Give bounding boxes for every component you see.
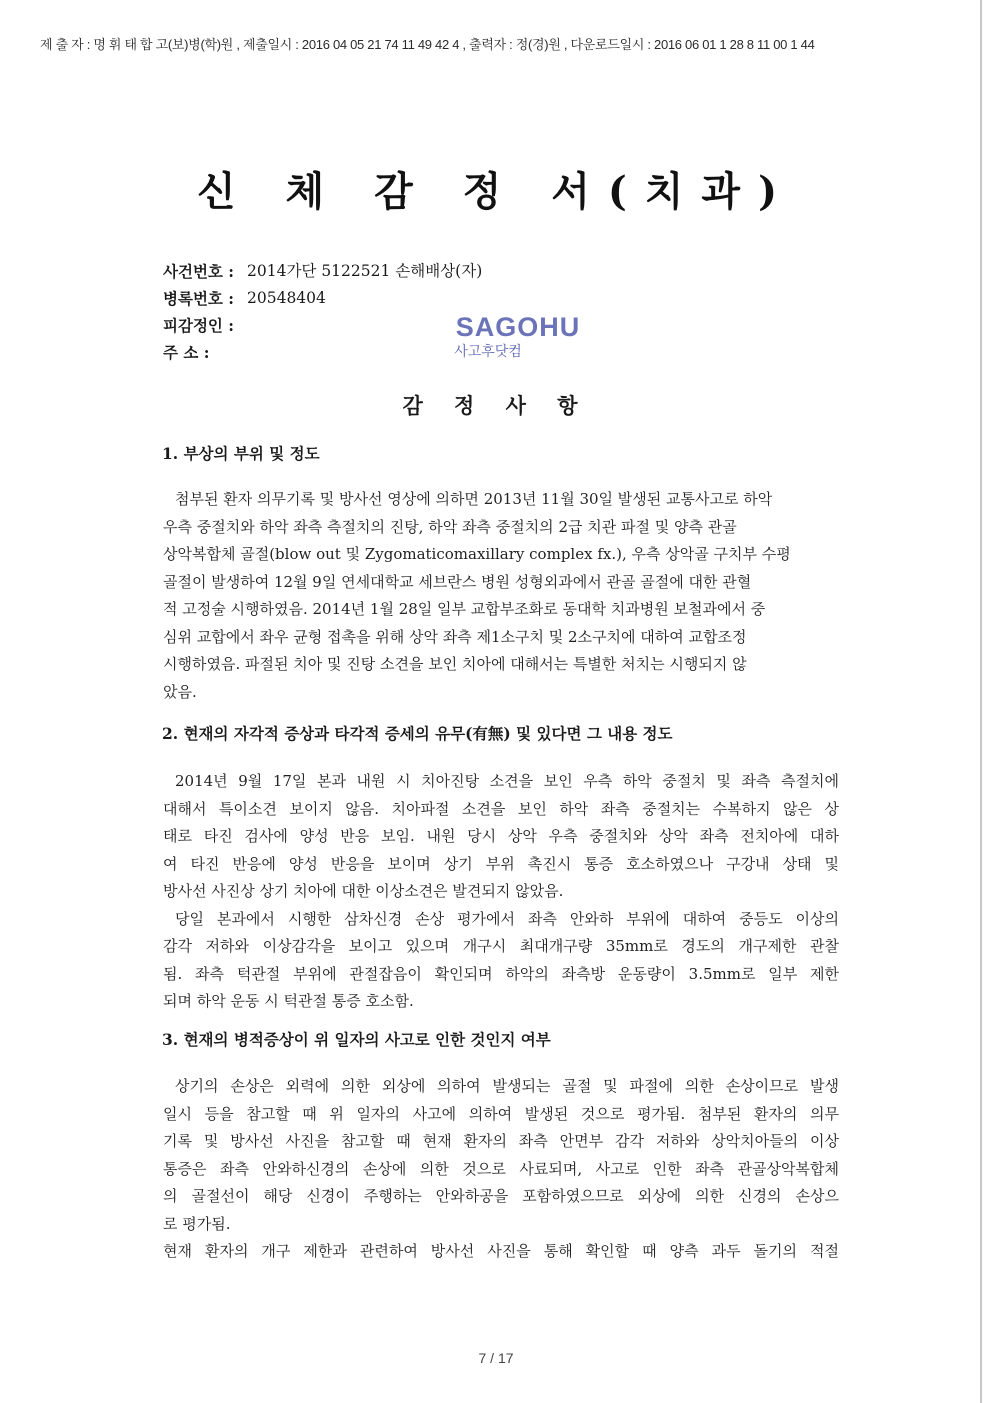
body-line: 당일 본과에서 시행한 삼차신경 손상 평가에서 좌측 안와하 부위에 대하여 중등도 이상의 bbox=[175, 909, 839, 928]
subject-label: 피감정인 : bbox=[163, 316, 235, 335]
body-line: 우측 중절치와 하악 좌측 측절치의 진탕, 하악 좌측 중절치의 2급 치관 파절 및 양측 관골 bbox=[163, 517, 737, 536]
body-line: 여 타진 반응에 양성 반응을 보이며 상기 부위 촉진시 통증 호소하였으나 구강내 상태 및 bbox=[163, 854, 839, 873]
case-number-value: 2014가단 5122521 손해배상(자) bbox=[247, 262, 483, 280]
body-line: 의 골절선이 해당 신경이 주행하는 안와하공을 포함하였으므로 외상에 의한 신경의 손상으 bbox=[163, 1187, 839, 1205]
item-2-body bbox=[163, 768, 839, 1016]
body-line: 로 평가됨. bbox=[163, 1214, 231, 1233]
body-line: 적 고정술 시행하였음. 2014년 1월 28일 일부 교합부조화로 동대학 치과병원 보철과에서 중 bbox=[163, 600, 766, 618]
section-heading: 감 정 사 항 bbox=[402, 393, 590, 418]
body-line: 골절이 발생하여 12월 9일 연세대학교 세브란스 병원 성형외과에서 관골 골절에 대한 관혈 bbox=[163, 572, 752, 591]
body-line: 방사선 사진상 상기 치아에 대한 이상소견은 발견되지 않았음. bbox=[163, 882, 564, 900]
body-line: 았음. bbox=[163, 682, 197, 701]
body-line: 됨. 좌측 턱관절 부위에 관절잡음이 확인되며 하악의 좌측방 운동량이 3.5mm로 일부 제한 bbox=[163, 964, 839, 983]
sagohu-watermark bbox=[418, 278, 618, 361]
watermark-subtext: 사고후닷컴 bbox=[454, 344, 522, 360]
document-title: 신 체 감 정 서(치과) bbox=[196, 168, 796, 215]
body-line: 태로 타진 검사에 양성 반응 보임. 내원 당시 상악 우측 중절치와 상악 좌측 전치아에 대하 bbox=[163, 827, 839, 845]
body-line: 기록 및 방사선 사진을 참고할 때 현재 환자의 좌측 안면부 감각 저하와 상악치아들의 이상 bbox=[163, 1132, 839, 1150]
item-1-body bbox=[163, 486, 839, 706]
body-line: 첨부된 환자 의무기록 및 방사선 영상에 의하면 2013년 11월 30일 발생된 교통사고로 하악 bbox=[175, 490, 773, 508]
item-3-title: 3. 현재의 병적증상이 위 일자의 사고로 인한 것인지 여부 bbox=[162, 1030, 551, 1049]
body-line: 상기의 손상은 외력에 의한 외상에 의하여 발생되는 골절 및 파절에 의한 손상이므로 발생 bbox=[175, 1077, 839, 1095]
body-line: 심위 교합에서 좌우 균형 접촉을 위해 상악 좌측 제1소구치 및 2소구치에 대하여 교합조정 bbox=[163, 627, 747, 646]
body-line: 시행하였음. 파절된 치아 및 진탕 소견을 보인 치아에 대해서는 특별한 처치는 시행되지 않 bbox=[163, 655, 747, 673]
body-line: 감각 저하와 이상감각을 보이고 있으며 개구시 최대개구량 35mm로 경도의 개구제한 관찰 bbox=[163, 937, 839, 955]
body-line: 대해서 특이소견 보이지 않음. 치아파절 소견을 보인 하악 좌측 중절치는 수복하지 않은 상 bbox=[163, 799, 839, 818]
record-number-value: 20548404 bbox=[247, 289, 326, 307]
address-label: 주 소 : bbox=[163, 343, 210, 362]
submission-stamp: 제 출 자 : 명 휘 태 합 고(보)병(학)원 , 제출일시 : 2016 04 05 21 74 11 49 42 4 , 출력자 : 정(경)원 , 다운로드일시 : 2016 06 01 1 28 8 11 00 1 44 bbox=[40, 37, 815, 52]
body-line: 되며 하악 운동 시 턱관절 통증 호소함. bbox=[163, 992, 414, 1010]
body-line: 2014년 9월 17일 본과 내원 시 치아진탕 소견을 보인 우측 하악 중절치 및 좌측 측절치에 bbox=[175, 772, 839, 790]
case-number-label: 사건번호 : bbox=[163, 262, 235, 281]
item-1-title: 1. 부상의 부위 및 정도 bbox=[162, 444, 320, 463]
item-2-title: 2. 현재의 자각적 증상과 타각적 증세의 유무(有無) 및 있다면 그 내용 정도 bbox=[162, 724, 673, 743]
body-line: 현재 환자의 개구 제한과 관련하여 방사선 사진을 통해 확인할 때 양측 과두 돌기의 적절 bbox=[163, 1242, 839, 1260]
body-line: 통증은 좌측 안와하신경의 손상에 의한 것으로 사료되며, 사고로 인한 좌측 관골상악복합체 bbox=[163, 1159, 839, 1178]
watermark-text: SAGOHU bbox=[455, 312, 581, 342]
item-3-body bbox=[163, 1073, 839, 1266]
body-line: 일시 등을 참고할 때 위 일자의 사고에 의하여 발생된 것으로 평가됨. 첨부된 환자의 의무 bbox=[163, 1104, 839, 1123]
body-line: 상악복합체 골절(blow out 및 Zygomaticomaxillary complex fx.), 우측 상악골 구치부 수평 bbox=[163, 545, 791, 563]
record-number-label: 병록번호 : bbox=[163, 289, 235, 308]
scan-edge-line bbox=[980, 0, 982, 1403]
page-number: 7 / 17 bbox=[478, 1350, 514, 1366]
